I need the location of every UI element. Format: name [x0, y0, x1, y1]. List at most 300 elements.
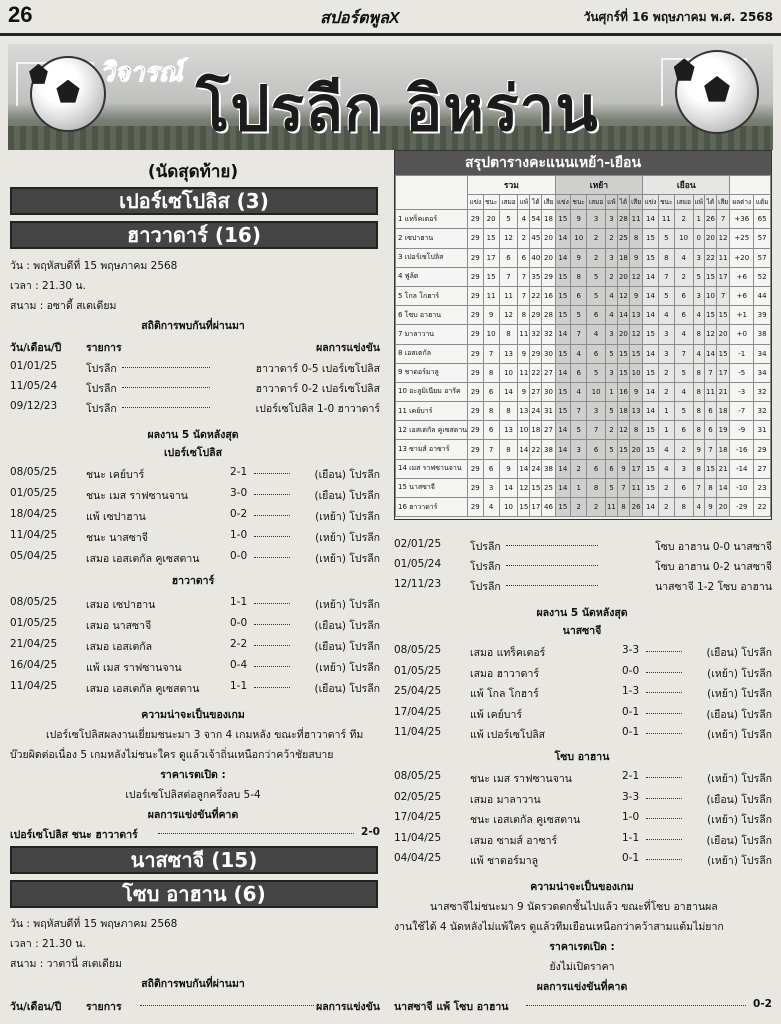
stat-cell: 7 — [617, 478, 629, 497]
stat-cell: 4 — [674, 248, 693, 267]
stat-cell: 13 — [629, 402, 642, 421]
stat-cell: 5 — [587, 267, 606, 286]
standings-row — [396, 344, 771, 363]
form-venue: (เยือน) โปรลีก — [706, 793, 772, 806]
stat-cell: +0 — [730, 325, 754, 344]
stat-cell: 7 — [716, 210, 729, 229]
stat-cell: 15 — [643, 229, 659, 248]
dot-leader — [254, 557, 290, 558]
stat-cell: 15 — [555, 498, 571, 517]
form-date: 01/05/25 — [10, 617, 58, 629]
stat-cell: 57 — [754, 248, 771, 267]
stat-cell: 10 — [674, 229, 693, 248]
stat-cell: 15 — [617, 440, 629, 459]
h2h-date: 02/01/25 — [394, 538, 442, 550]
stat-cell: 29 — [468, 478, 484, 497]
form-date: 08/05/25 — [10, 596, 58, 608]
stat-cell: 3 — [674, 459, 693, 478]
form-score: 3-0 — [230, 487, 248, 499]
stat-cell: 29 — [468, 440, 484, 459]
stat-cell: 5 — [571, 306, 587, 325]
stat-cell: 8 — [693, 325, 704, 344]
stat-cell: 10 — [499, 498, 518, 517]
stat-cell: 7 — [704, 440, 716, 459]
stat-cell: 20 — [617, 325, 629, 344]
stat-cell: 14 — [518, 459, 530, 478]
stat-cell: 7 — [658, 267, 674, 286]
stat-cell: 26 — [704, 210, 716, 229]
stat-cell: 6 — [483, 382, 499, 401]
stat-cell: 35 — [530, 267, 542, 286]
h2h-row — [10, 380, 380, 396]
dot-leader — [254, 666, 290, 667]
form-venue: (เหย้า) โปรลีก — [707, 688, 772, 700]
stat-cell: 8 — [629, 229, 642, 248]
team-cell: 11 เคย์บาร์ — [396, 402, 468, 421]
col-header: เสมอ — [674, 195, 693, 210]
stat-cell: 6 — [571, 363, 587, 382]
away-team-bar: โซบ อาฮาน (6) — [10, 880, 378, 908]
h2h-date: 11/05/24 — [10, 380, 58, 392]
stat-cell: 3 — [693, 286, 704, 305]
stat-cell: 4 — [693, 498, 704, 517]
stat-cell: 18 — [716, 402, 729, 421]
stat-cell: 2 — [605, 267, 617, 286]
dot-leader — [254, 603, 290, 604]
stat-cell: 11 — [629, 478, 642, 497]
h2h-title: สถิติการพบกันที่ผ่านมา — [141, 978, 245, 990]
stat-cell: 6 — [518, 248, 530, 267]
prediction-row — [10, 826, 380, 842]
stat-cell: 22 — [754, 498, 771, 517]
stat-cell: 4 — [658, 440, 674, 459]
stat-cell: 5 — [658, 229, 674, 248]
stat-cell: 29 — [468, 402, 484, 421]
analysis-line-1: นาสซาจีไม่ชนะมา 9 นัดรวดตกชั้นไปแล้ว ขณะที่โซบ อาฮานผล — [430, 901, 718, 913]
odds-value: เปอร์เซโปลิสต่อลูกครึ่งลบ 5-4 — [125, 789, 261, 801]
team-cell: 13 ซามส์ อาซาร์ — [396, 440, 468, 459]
stat-cell: 15 — [483, 267, 499, 286]
stat-cell: 14 — [555, 248, 571, 267]
team-cell: 6 โซบ อาฮาน — [396, 306, 468, 325]
stat-cell: 13 — [629, 306, 642, 325]
home-team-bar: นาสซาจี (15) — [10, 846, 378, 874]
team-cell: 3 เปอร์เซโปลิส — [396, 248, 468, 267]
form-venue: (เยือน) โปรลีก — [314, 620, 380, 632]
stat-cell: 15 — [643, 421, 659, 440]
stat-cell: 5 — [674, 363, 693, 382]
stat-cell: 8 — [658, 248, 674, 267]
stat-cell: 39 — [754, 306, 771, 325]
dot-leader — [122, 387, 210, 388]
dot-leader — [646, 713, 682, 714]
stat-cell: 6 — [704, 402, 716, 421]
form-score: 0-4 — [230, 659, 248, 671]
stat-cell: 15 — [704, 267, 716, 286]
stat-cell: 12 — [629, 325, 642, 344]
stat-cell: 17 — [483, 248, 499, 267]
stat-cell: 20 — [617, 267, 629, 286]
stat-cell: 65 — [754, 210, 771, 229]
stat-cell: +1 — [730, 306, 754, 325]
stat-cell: 29 — [468, 498, 484, 517]
stat-cell: 6 — [704, 421, 716, 440]
stat-cell: 7 — [483, 440, 499, 459]
form-date: 21/04/25 — [10, 638, 58, 650]
stat-cell: 10 — [629, 363, 642, 382]
stat-cell: 20 — [704, 229, 716, 248]
issue-date: วันศุกร์ที่ 16 พฤษภาคม พ.ศ. 2568 — [583, 10, 773, 24]
masthead: สปอร์ตพูลX — [320, 10, 400, 27]
standings-row — [396, 325, 771, 344]
form-date: 05/04/25 — [10, 550, 58, 562]
stat-cell: 17 — [716, 267, 729, 286]
stat-cell: 15 — [716, 306, 729, 325]
stat-cell: 22 — [530, 440, 542, 459]
stat-cell: 7 — [571, 325, 587, 344]
dot-leader — [646, 692, 682, 693]
stat-cell: 18 — [617, 402, 629, 421]
form-opponent: เสมอ มาลาวาน — [470, 793, 541, 806]
team-cell: 16 ฮาวาดาร์ — [396, 498, 468, 517]
stat-cell: -7 — [730, 402, 754, 421]
h2h-competition: โปรลีก — [86, 383, 117, 395]
col-header: แต้ม — [754, 195, 771, 210]
stat-cell: 16 — [617, 382, 629, 401]
col-header: แข่ง — [555, 195, 571, 210]
stat-cell: +25 — [730, 229, 754, 248]
col-header: เสีย — [629, 195, 642, 210]
prediction-text: เปอร์เซโปลิส ชนะ ฮาวาดาร์ — [10, 829, 138, 841]
stat-cell: 7 — [518, 286, 530, 305]
dot-leader — [254, 473, 290, 474]
stat-cell: 26 — [629, 498, 642, 517]
stat-cell: 14 — [643, 210, 659, 229]
stat-cell: 4 — [587, 325, 606, 344]
stat-cell: 11 — [518, 363, 530, 382]
h2h-row — [394, 578, 772, 594]
stat-cell: 15 — [617, 363, 629, 382]
form-row — [394, 832, 772, 848]
form-opponent: ชนะ เมส ราฟซานจาน — [86, 490, 188, 502]
stat-cell: +36 — [730, 210, 754, 229]
form-row — [394, 811, 772, 827]
form-score: 0-1 — [622, 705, 640, 718]
stat-cell: 6 — [674, 306, 693, 325]
stat-cell: 5 — [605, 344, 617, 363]
stat-cell: 15 — [643, 440, 659, 459]
match-time: เวลา : 21.30 น. — [10, 280, 86, 292]
form-opponent: แพ้ เปอร์เซโปลิส — [470, 729, 546, 741]
stat-cell: 4 — [674, 382, 693, 401]
form-venue: (เหย้า) โปรลีก — [707, 729, 772, 741]
stat-cell: 3 — [658, 325, 674, 344]
dot-leader — [122, 407, 210, 408]
col-header: ได้ — [704, 195, 716, 210]
stat-cell: 2 — [658, 382, 674, 401]
stat-cell: 9 — [518, 344, 530, 363]
stat-cell: 14 — [643, 306, 659, 325]
match-date: วัน : พฤหัสบดีที่ 15 พฤษภาคม 2568 — [10, 918, 178, 930]
stat-cell: 6 — [605, 459, 617, 478]
stat-cell: 14 — [555, 229, 571, 248]
h2h-row — [10, 360, 380, 376]
stat-cell: 34 — [754, 363, 771, 382]
form-opponent: เสมอ เซปาฮาน — [86, 599, 156, 611]
stat-cell: 7 — [693, 478, 704, 497]
h2h-result: ฮาวาดาร์ 0-2 เปอร์เซโปลิส — [255, 383, 380, 395]
stat-cell: 54 — [530, 210, 542, 229]
stat-cell: 5 — [605, 402, 617, 421]
stat-cell: 2 — [658, 498, 674, 517]
form-opponent: แพ้ เซปาฮาน — [86, 511, 146, 523]
stat-cell: 12 — [518, 478, 530, 497]
form-opponent: แพ้ เมส ราฟซานจาน — [86, 662, 182, 674]
form-venue: (เยือน) โปรลีก — [314, 641, 380, 653]
stat-cell: 29 — [468, 267, 484, 286]
stat-cell: 14 — [643, 344, 659, 363]
h2h-result: ฮาวาดาร์ 0-5 เปอร์เซโปลิส — [255, 363, 380, 375]
stat-cell: 7 — [674, 344, 693, 363]
analysis-title: ความน่าจะเป็นของเกม — [530, 881, 634, 893]
stat-cell: 8 — [693, 421, 704, 440]
dot-leader — [646, 651, 682, 652]
stat-cell: 2 — [587, 229, 606, 248]
standings-row — [396, 382, 771, 401]
stat-cell: 10 — [571, 229, 587, 248]
stat-cell: 5 — [658, 286, 674, 305]
h2h-competition: โปรลีก — [470, 581, 501, 593]
h2h-competition: โปรลีก — [86, 403, 117, 415]
analysis-line-2: งานใช้ได้ 4 นัดหลังไม่แพ้ใคร ดูแล้วทีมเยือนเหนือกว่าคว้าสามแต้มไม่ยาก — [394, 921, 724, 933]
stat-cell: 1 — [571, 478, 587, 497]
odds-value: ยังไม่เปิดราคา — [549, 961, 615, 973]
banner-title: โปรลีก อิหร่าน — [196, 72, 599, 145]
form-score: 2-1 — [230, 466, 248, 478]
stat-cell: 5 — [571, 421, 587, 440]
standings-row — [396, 402, 771, 421]
h2h-date: 01/05/24 — [394, 558, 442, 570]
stat-cell: 15 — [555, 402, 571, 421]
stat-cell: 11 — [658, 210, 674, 229]
form-venue: (เหย้า) โปรลีก — [707, 814, 772, 826]
standings-row — [396, 478, 771, 497]
form-date: 02/05/25 — [394, 790, 442, 803]
stat-cell: 29 — [542, 267, 555, 286]
stat-cell: 14 — [643, 402, 659, 421]
stat-cell: 1 — [693, 210, 704, 229]
col-header: แพ้ — [605, 195, 617, 210]
stat-cell: 3 — [605, 210, 617, 229]
stat-cell: 2 — [518, 229, 530, 248]
stat-cell: 8 — [518, 306, 530, 325]
stat-cell: 15 — [555, 210, 571, 229]
stat-cell: 14 — [518, 440, 530, 459]
stat-cell: 16 — [542, 286, 555, 305]
col-header: ผลต่าง — [730, 195, 754, 210]
form-date: 04/04/25 — [394, 852, 442, 864]
soccer-ball-icon — [30, 56, 106, 132]
form-title: ผลงาน 5 นัดหลังสุด — [536, 607, 628, 619]
form-score: 1-1 — [622, 831, 640, 844]
form-score: 0-2 — [230, 508, 248, 520]
group-away: เยือน — [643, 176, 730, 195]
stat-cell: 14 — [555, 478, 571, 497]
form-score: 1-1 — [230, 680, 248, 692]
h2h-date: 01/01/25 — [10, 360, 58, 372]
stat-cell: 6 — [499, 248, 518, 267]
form-date: 17/04/25 — [394, 705, 442, 718]
stat-cell: 29 — [468, 325, 484, 344]
dot-leader — [646, 733, 682, 734]
form-venue: (เหย้า) โปรลีก — [707, 773, 772, 785]
analysis-line-2: บ๊วยผิดต่อเนื่อง 5 เกมหลังไม่ชนะใคร ดูแล้วเจ้าถิ่นเหนือกว่าคว้าชัยสบาย — [10, 749, 334, 761]
form-opponent: แพ้ โกล โกฮาร์ — [470, 688, 539, 700]
group-home: เหย้า — [555, 176, 643, 195]
standings-row — [396, 421, 771, 440]
stat-cell: 6 — [674, 286, 693, 305]
form-row — [10, 596, 380, 612]
stat-cell: 7 — [483, 344, 499, 363]
stat-cell: +20 — [730, 248, 754, 267]
stat-cell: 46 — [542, 498, 555, 517]
stat-cell: 3 — [693, 248, 704, 267]
form-row — [10, 659, 380, 675]
stat-cell: 9 — [571, 210, 587, 229]
stat-cell: 2 — [674, 267, 693, 286]
stat-cell: 22 — [704, 248, 716, 267]
h2h-result: โซบ อาฮาน 0-0 นาสซาจี — [655, 541, 772, 553]
stat-cell: 2 — [674, 210, 693, 229]
dot-leader — [506, 585, 598, 586]
stat-cell: 11 — [716, 248, 729, 267]
stat-cell: 57 — [754, 229, 771, 248]
stat-cell: 12 — [617, 421, 629, 440]
stat-cell: -3 — [730, 382, 754, 401]
dot-leader — [254, 494, 290, 495]
stat-cell: 20 — [542, 248, 555, 267]
form-opponent: แพ้ เคย์บาร์ — [470, 708, 522, 721]
stat-cell: 20 — [716, 498, 729, 517]
stat-cell: 1 — [658, 421, 674, 440]
stat-cell: 22 — [530, 286, 542, 305]
form-score: 2-1 — [622, 770, 640, 782]
form-row — [10, 638, 380, 654]
stat-cell: 2 — [587, 498, 606, 517]
team-cell: 10 อะลูมิเนียม อารัค — [396, 382, 468, 401]
stat-cell: 4 — [605, 306, 617, 325]
team-cell: 5 โกล โกฮาร์ — [396, 286, 468, 305]
stat-cell: 6 — [674, 478, 693, 497]
stat-cell: 52 — [754, 267, 771, 286]
form-date: 16/04/25 — [10, 659, 58, 671]
stat-cell: 4 — [693, 306, 704, 325]
stat-cell: 9 — [483, 306, 499, 325]
h2h-title: สถิติการพบกันที่ผ่านมา — [141, 320, 245, 332]
form-score: 0-0 — [622, 664, 640, 677]
h2h-result: โซบ อาฮาน 0-2 นาสซาจี — [655, 561, 772, 573]
dot-leader — [526, 1005, 746, 1006]
stat-cell: 6 — [483, 421, 499, 440]
stat-cell: 24 — [530, 402, 542, 421]
stat-cell: 5 — [587, 286, 606, 305]
stat-cell: +6 — [730, 286, 754, 305]
stat-cell: 2 — [674, 440, 693, 459]
stat-cell: 8 — [693, 402, 704, 421]
form-date: 01/05/25 — [394, 664, 442, 677]
stat-cell: 8 — [587, 478, 606, 497]
stat-cell: 21 — [716, 382, 729, 401]
stat-cell: 8 — [499, 440, 518, 459]
dot-leader — [254, 645, 290, 646]
stat-cell: 8 — [499, 402, 518, 421]
form-row — [10, 508, 380, 524]
standings-row — [396, 248, 771, 267]
stat-cell: 27 — [542, 421, 555, 440]
form-venue: (เหย้า) โปรลีก — [707, 855, 772, 867]
form-score: 1-1 — [230, 596, 248, 608]
stat-cell: 29 — [530, 344, 542, 363]
stat-cell: 29 — [468, 363, 484, 382]
stat-cell: 15 — [643, 459, 659, 478]
group-overall: รวม — [468, 176, 556, 195]
h2h-date: 12/11/23 — [394, 578, 442, 590]
stat-cell: 8 — [483, 402, 499, 421]
analysis-line-1: เปอร์เซโปลิสผลงานเยี่ยมชนะมา 3 จาก 4 เกมหลัง ขณะที่ฮาวาดาร์ ทีม — [46, 729, 364, 741]
standings-title: สรุปตารางคะแนนเหย้า-เยือน — [395, 151, 771, 175]
form-opponent: เสมอ เอสเตกัล คูเซสตาน — [86, 683, 200, 695]
stat-cell: 12 — [704, 325, 716, 344]
stat-cell: 5 — [605, 478, 617, 497]
stat-cell: 15 — [555, 382, 571, 401]
form-venue: (เหย้า) โปรลีก — [315, 599, 380, 611]
form-opponent: แพ้ ชาดอร์มาลู — [470, 855, 539, 867]
form-row — [394, 726, 772, 742]
stat-cell: 14 — [555, 363, 571, 382]
stat-cell: 22 — [530, 363, 542, 382]
stat-cell: 10 — [518, 421, 530, 440]
stat-cell: 2 — [571, 498, 587, 517]
stat-cell: 9 — [693, 440, 704, 459]
standings-row — [396, 286, 771, 305]
form-opponent: เสมอ เอสเตกัล — [86, 641, 153, 653]
standings-row — [396, 440, 771, 459]
page-number: 26 — [8, 2, 33, 27]
form-opponent: ชนะ เคย์บาร์ — [86, 469, 145, 481]
stat-cell: 6 — [587, 440, 606, 459]
form-date: 25/04/25 — [394, 685, 442, 697]
stat-cell: 27 — [542, 363, 555, 382]
stat-cell: 27 — [754, 459, 771, 478]
stat-cell: 29 — [468, 306, 484, 325]
stat-cell: 2 — [605, 229, 617, 248]
dot-leader — [254, 515, 290, 516]
stat-cell: 2 — [571, 459, 587, 478]
dot-leader — [254, 536, 290, 537]
dot-leader — [646, 672, 682, 673]
form-venue: (เหย้า) โปรลีก — [315, 662, 380, 674]
h2h-date: 09/12/23 — [10, 400, 58, 412]
stat-cell: 34 — [754, 344, 771, 363]
stat-cell: 32 — [542, 325, 555, 344]
stat-cell: 31 — [542, 402, 555, 421]
h2h-header: วัน/เดือน/ปี รายการ ผลการแข่งขัน — [10, 342, 380, 354]
stat-cell: 38 — [542, 440, 555, 459]
h2h-row — [394, 538, 772, 554]
stat-cell: 32 — [530, 325, 542, 344]
form-opponent: เสมอ ฮาวาดาร์ — [470, 667, 540, 680]
stat-cell: 28 — [617, 210, 629, 229]
